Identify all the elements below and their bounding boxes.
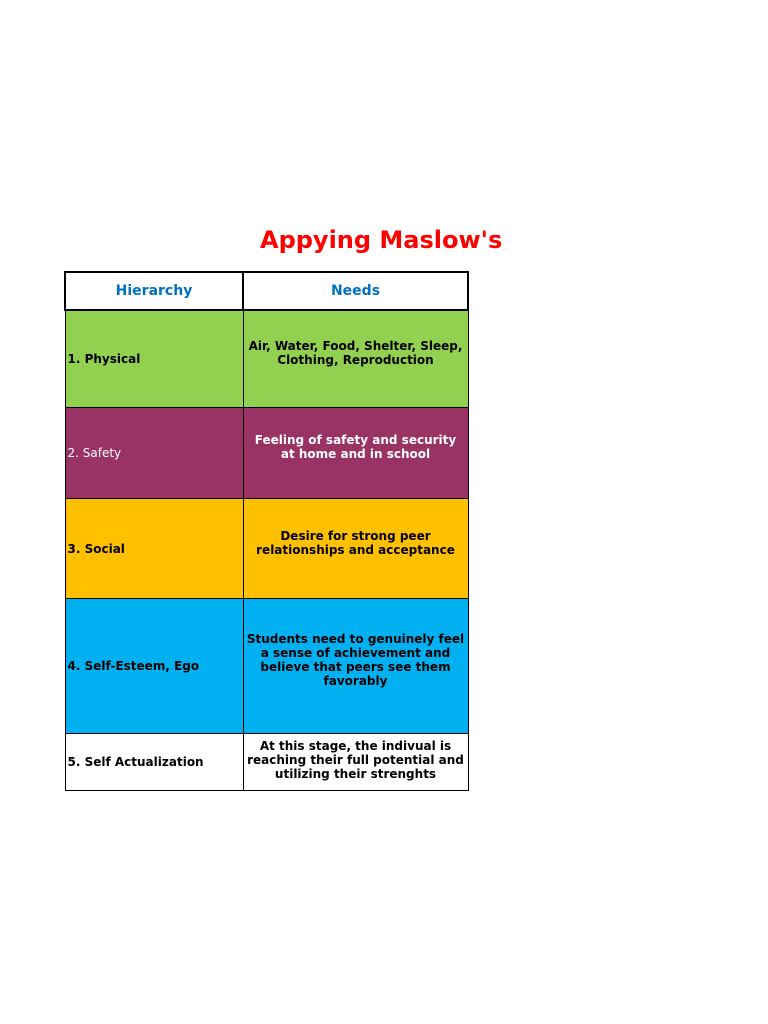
needs-cell [243, 499, 468, 599]
table-row-esteem [65, 599, 468, 734]
maslow-table [64, 271, 469, 791]
table-row-self-actualization [65, 734, 468, 791]
needs-text: At this stage, the indivual is reaching their full potential and utilizing their strenghts [247, 739, 464, 781]
table-header-row [65, 272, 468, 310]
title-area [64, 222, 503, 262]
table-row-physical [65, 310, 468, 408]
table-row-social [65, 499, 468, 599]
needs-text: Air, Water, Food, Shelter, Sleep, Clothing, Reproduction [248, 339, 463, 367]
hierarchy-cell: 3. Social [65, 499, 243, 599]
header-hierarchy: Hierarchy [65, 272, 243, 310]
table-row-safety [65, 408, 468, 499]
needs-cell [243, 599, 468, 734]
needs-text: Students need to genuinely feel a sense of achievement and believe that peers see them favorably [246, 632, 465, 688]
needs-cell [243, 310, 468, 408]
hierarchy-cell: 5. Self Actualization [65, 734, 243, 791]
needs-text: Feeling of safety and security at home and in school [254, 433, 457, 461]
hierarchy-cell: 4. Self-Esteem, Ego [65, 599, 243, 734]
hierarchy-cell: 2. Safety [65, 408, 243, 499]
header-needs: Needs [243, 272, 468, 310]
document-title: Appying Maslow's [260, 226, 503, 254]
needs-text: Desire for strong peer relationships and acceptance [256, 528, 455, 557]
needs-cell [243, 734, 468, 791]
hierarchy-cell: 1. Physical [65, 310, 243, 408]
needs-cell [243, 408, 468, 499]
